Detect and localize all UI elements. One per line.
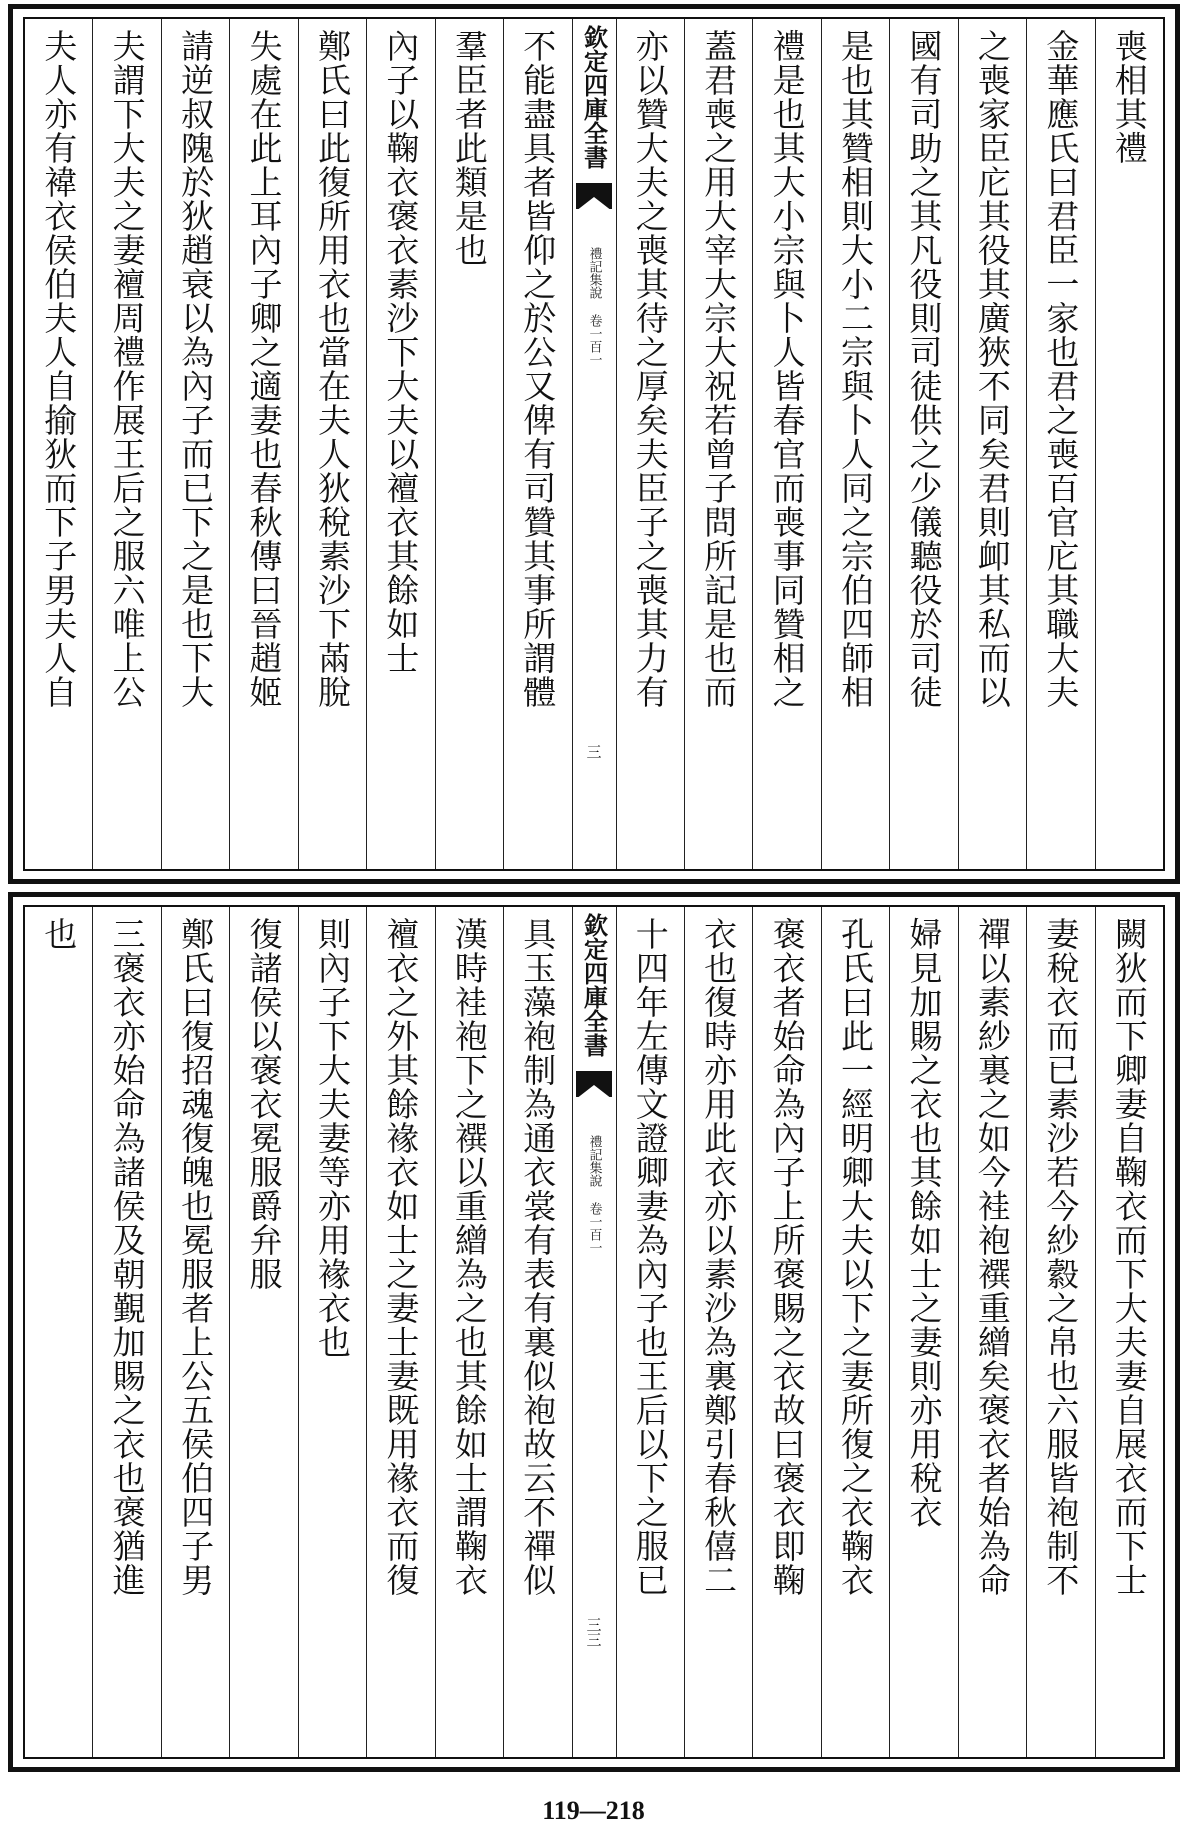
center-margin bbox=[572, 907, 616, 1757]
column-text: 禮是也其大小宗與卜人皆春官而喪事同贊相之 bbox=[767, 29, 807, 709]
bottom-columns bbox=[25, 907, 1163, 1757]
column-text: 請逆叔隗於狄趙衰以為內子而已下之是也下大 bbox=[176, 29, 216, 709]
text-column bbox=[25, 907, 92, 1757]
page-number: 119—218 bbox=[542, 1796, 645, 1825]
column-text: 內子以鞠衣褒衣素沙下大夫以襢衣其餘如士 bbox=[381, 29, 421, 675]
column-text: 襢衣之外其餘褖衣如士之妻士妻既用褖衣而復 bbox=[381, 917, 421, 1597]
text-column bbox=[1095, 19, 1163, 869]
text-column bbox=[503, 907, 571, 1757]
top-page bbox=[8, 4, 1180, 884]
margin-leaf-number: 三 bbox=[584, 744, 603, 759]
margin-title: 欽定四庫全書 bbox=[579, 25, 609, 169]
column-text: 夫人亦有褘衣侯伯夫人自揄狄而下子男夫人自 bbox=[39, 29, 79, 709]
text-column bbox=[366, 907, 434, 1757]
text-column bbox=[752, 907, 820, 1757]
column-text: 金華應氏曰君臣一家也君之喪百官庀其職大夫 bbox=[1041, 29, 1081, 709]
column-text: 是也其贊相則大小二宗與卜人同之宗伯四師相 bbox=[836, 29, 876, 709]
column-text: 具玉藻袍制為通衣裳有表有裏似袍故云不禪似 bbox=[518, 917, 558, 1597]
fishtail-mark-icon bbox=[576, 183, 612, 241]
column-text: 鄭氏曰此復所用衣也當在夫人狄稅素沙下㒼脫 bbox=[312, 29, 352, 709]
text-column bbox=[821, 907, 889, 1757]
text-column bbox=[752, 19, 820, 869]
text-column bbox=[161, 19, 229, 869]
text-column bbox=[435, 907, 503, 1757]
top-page-frame bbox=[23, 17, 1165, 871]
text-column bbox=[889, 907, 957, 1757]
text-column bbox=[958, 19, 1026, 869]
margin-subtitle: 禮記集說 卷一百一 bbox=[586, 247, 602, 366]
text-column bbox=[229, 907, 297, 1757]
column-text: 喪相其禮 bbox=[1109, 29, 1149, 165]
text-column bbox=[1095, 907, 1163, 1757]
column-text: 褒衣者始命為內子上所褒賜之衣故曰褒衣即鞠 bbox=[767, 917, 807, 1597]
column-text: 闕狄而下卿妻自鞠衣而下大夫妻自展衣而下士 bbox=[1109, 917, 1149, 1597]
text-column bbox=[616, 907, 684, 1757]
column-text: 三褒衣亦始命為諸侯及朝覲加賜之衣也褒猶進 bbox=[107, 917, 147, 1597]
text-column bbox=[435, 19, 503, 869]
text-column bbox=[298, 19, 366, 869]
text-column bbox=[503, 19, 571, 869]
column-text: 蓋君喪之用大宰大宗大祝若曾子問所記是也而 bbox=[699, 29, 739, 709]
margin-title: 欽定四庫全書 bbox=[579, 913, 609, 1057]
column-text: 禪以素紗裏之如今袿袍襈重繒矣褒衣者始為命 bbox=[972, 917, 1012, 1597]
column-text: 也 bbox=[39, 917, 79, 951]
center-margin bbox=[572, 19, 616, 869]
top-columns bbox=[25, 19, 1163, 869]
fishtail-mark-icon bbox=[576, 1071, 612, 1129]
column-text: 亦以贊大夫之喪其待之厚矣夫臣子之喪其力有 bbox=[630, 29, 670, 709]
margin-leaf-number: 三三 bbox=[584, 1617, 603, 1647]
text-column bbox=[616, 19, 684, 869]
text-column bbox=[958, 907, 1026, 1757]
text-column bbox=[684, 19, 752, 869]
bottom-page bbox=[8, 892, 1180, 1772]
column-text: 衣也復時亦用此衣亦以素沙為裏鄭引春秋僖二 bbox=[699, 917, 739, 1597]
text-column bbox=[684, 907, 752, 1757]
text-column bbox=[25, 19, 92, 869]
column-text: 不能盡具者皆仰之於公又俾有司贊其事所謂體 bbox=[518, 29, 558, 709]
column-text: 漢時袿袍下之襈以重繒為之也其餘如士謂鞠衣 bbox=[449, 917, 489, 1597]
bottom-page-frame bbox=[23, 905, 1165, 1759]
column-text: 羣臣者此類是也 bbox=[449, 29, 489, 267]
text-column bbox=[1026, 19, 1094, 869]
margin-subtitle: 禮記集說 卷一百一 bbox=[586, 1135, 602, 1254]
text-column bbox=[366, 19, 434, 869]
text-column bbox=[889, 19, 957, 869]
column-text: 之喪家臣庀其役其廣狹不同矣君則卹其私而以 bbox=[972, 29, 1012, 709]
column-text: 婦見加賜之衣也其餘如士之妻則亦用稅衣 bbox=[904, 917, 944, 1529]
column-text: 則內子下大夫妻等亦用褖衣也 bbox=[312, 917, 352, 1359]
column-text: 鄭氏曰復招魂復魄也冕服者上公五侯伯四子男 bbox=[176, 917, 216, 1597]
column-text: 十四年左傳文證卿妻為內子也王后以下之服已 bbox=[630, 917, 670, 1597]
column-text: 國有司助之其凡役則司徒供之少儀聽役於司徒 bbox=[904, 29, 944, 709]
column-text: 夫謂下大夫之妻襢周禮作展王后之服六唯上公 bbox=[107, 29, 147, 709]
text-column bbox=[92, 19, 160, 869]
column-text: 復諸侯以褒衣冕服爵弁服 bbox=[244, 917, 284, 1291]
column-text: 失處在此上耳內子卿之適妻也春秋傳曰晉趙姬 bbox=[244, 29, 284, 709]
text-column bbox=[298, 907, 366, 1757]
column-text: 孔氏曰此一經明卿大夫以下之妻所復之衣鞠衣 bbox=[836, 917, 876, 1597]
text-column bbox=[821, 19, 889, 869]
text-column bbox=[1026, 907, 1094, 1757]
text-column bbox=[92, 907, 160, 1757]
text-column bbox=[229, 19, 297, 869]
column-text: 妻稅衣而已素沙若今紗縠之帛也六服皆袍制不 bbox=[1041, 917, 1081, 1597]
text-column bbox=[161, 907, 229, 1757]
